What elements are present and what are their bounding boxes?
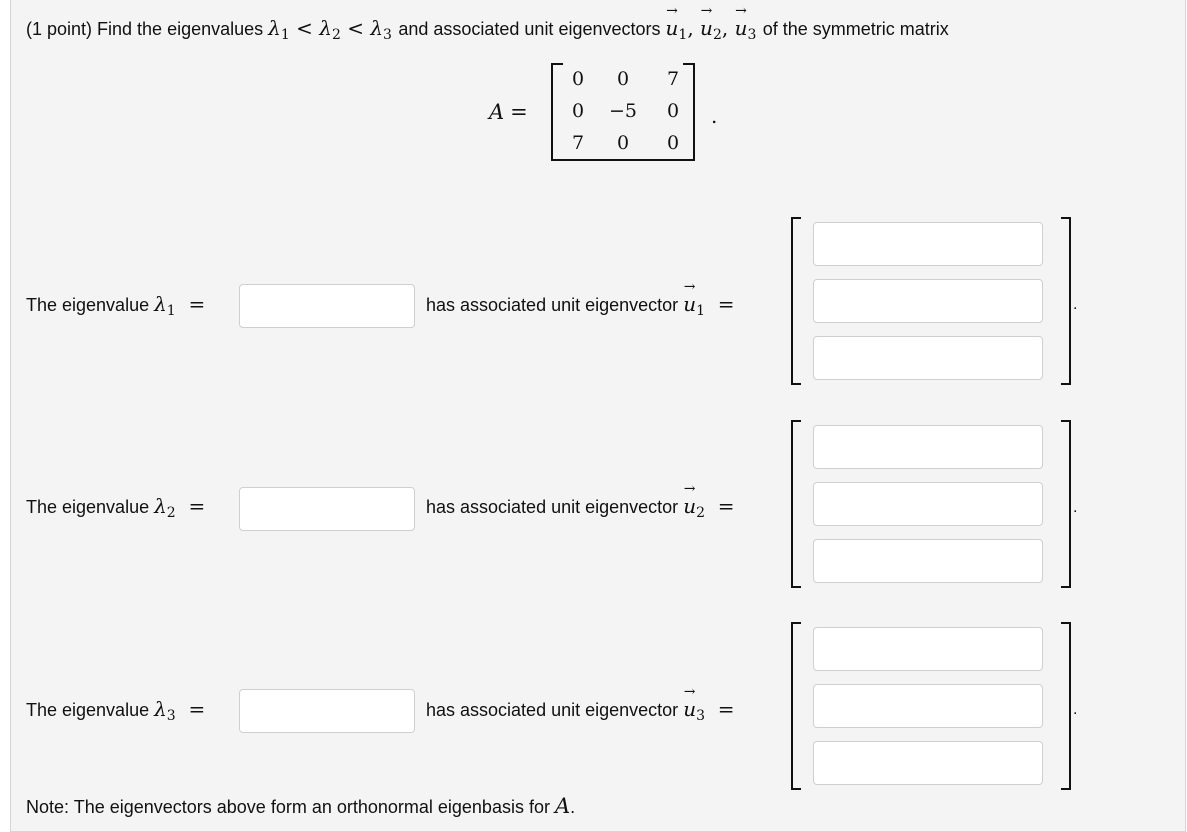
note-text: Note: The eigenvectors above form an orthonormal eigenbasis for A. [26,794,576,818]
matrix-cell: 0 [571,68,585,90]
eigenvector-label-2: has associated unit eigenvector → $u_2$ = [426,494,734,521]
question-prefix: (1 point) Find the eigenvalues [26,19,264,39]
matrix-cell: −5 [608,100,637,122]
matrix-cell: 0 [666,100,680,122]
vector-bracket-left-2 [791,420,801,588]
eigenvector-2-entry-1[interactable] [813,425,1043,469]
eigenvector-1-entry-3[interactable] [813,336,1043,380]
matrix-period: . [711,104,718,128]
problem-panel [10,0,1186,832]
matrix-cell: 7 [666,68,680,90]
vector-bracket-right-2 [1061,420,1071,588]
eigenvalue-input-3[interactable] [239,689,415,733]
eigenvector-3-entry-3[interactable] [813,741,1043,785]
matrix-cell: 0 [616,68,630,90]
vector-bracket-right-3 [1061,622,1071,790]
vector-period-3: . [1073,701,1078,718]
eigenvector-2-entry-3[interactable] [813,539,1043,583]
vector-period-2: . [1073,499,1078,516]
eigenvector-label-3: has associated unit eigenvector → $u_3$ = [426,697,734,724]
question-suffix: of the symmetric matrix [762,19,949,39]
matrix-cell: 7 [571,132,585,154]
matrix-cell: 0 [571,100,585,122]
eigenvalue-label-1: The eigenvalue $\lambda_1$ = [26,292,206,319]
eigenvector-label-1: has associated unit eigenvector → $u_1$ = [426,292,734,319]
eigenvalue-input-2[interactable] [239,487,415,531]
vector-bracket-right-1 [1061,217,1071,385]
eigenvalue-input-1[interactable] [239,284,415,328]
vector-bracket-left-1 [791,217,801,385]
eigenvector-1-entry-1[interactable] [813,222,1043,266]
vector-period-1: . [1073,296,1078,313]
eigenvector-list: → $u_1$, → $u_2$, → $u_3$ [666,16,763,40]
eigenvalue-label-3: The eigenvalue $\lambda_3$ = [26,697,206,724]
eigenvector-1-entry-2[interactable] [813,279,1043,323]
eigenvector-2-entry-2[interactable] [813,482,1043,526]
vector-bracket-left-3 [791,622,801,790]
question-middle: and associated unit eigenvectors [398,19,661,39]
matrix-label: A = [489,100,528,124]
eigenvector-3-entry-1[interactable] [813,627,1043,671]
question-text [26,16,949,43]
matrix-cell: 0 [616,132,630,154]
eigenvalue-label-2: The eigenvalue $\lambda_2$ = [26,494,206,521]
eigenvalue-ordering: $\lambda_1 < \lambda_2 < \lambda_3$ [268,16,392,43]
matrix-cell: 0 [666,132,680,154]
eigenvector-3-entry-2[interactable] [813,684,1043,728]
matrix-a [551,63,695,161]
